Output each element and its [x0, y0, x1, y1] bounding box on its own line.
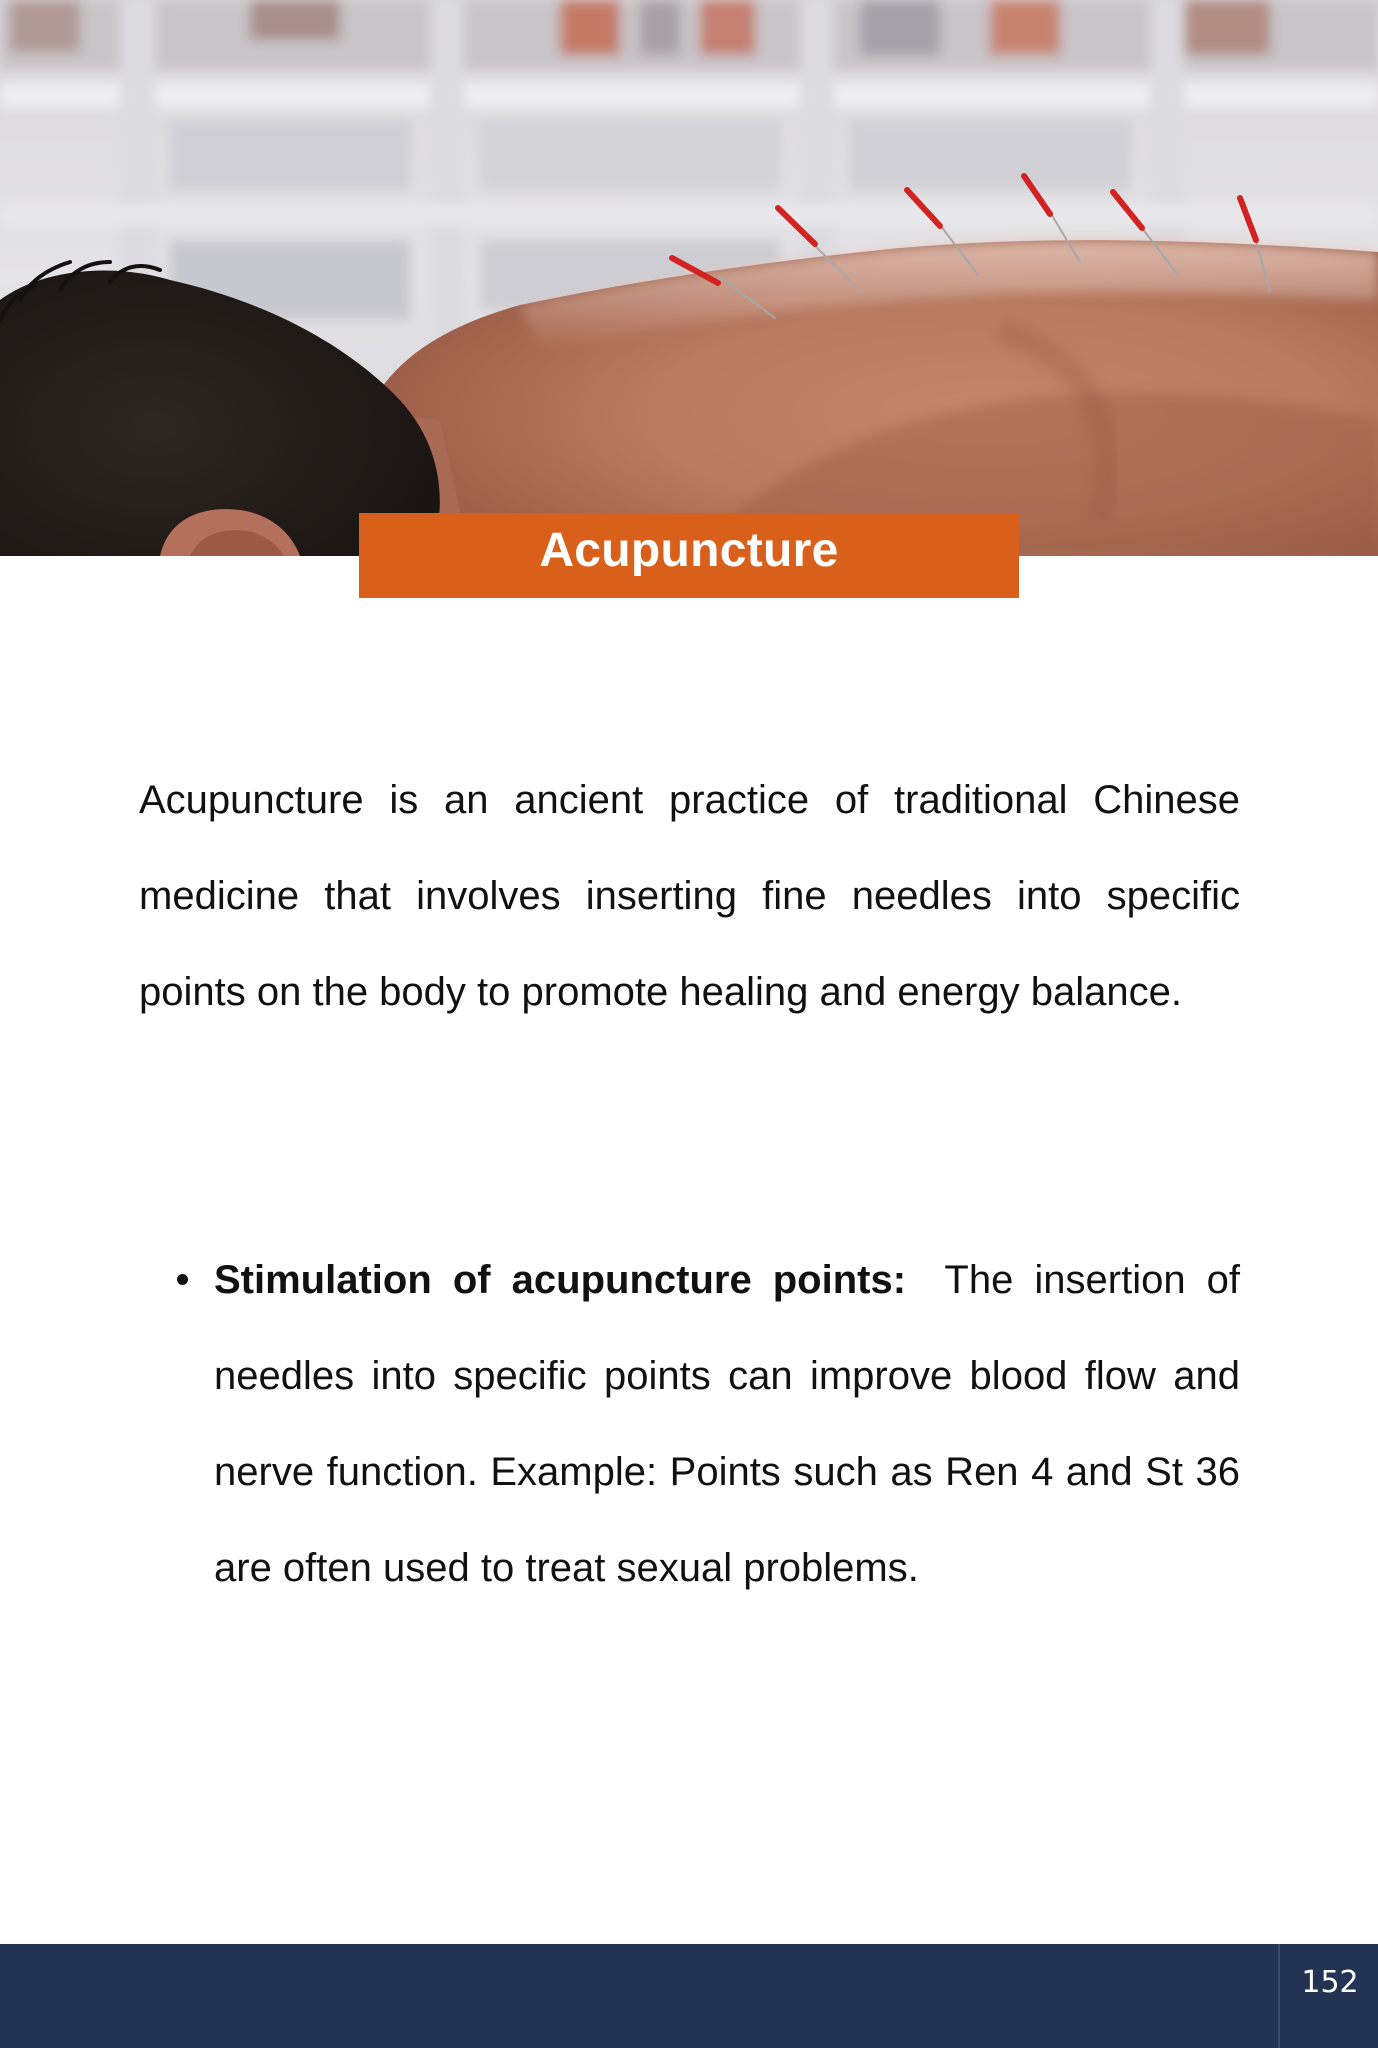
- bullet-list: [139, 1232, 1240, 1616]
- intro-paragraph: Acupuncture is an ancient practice of traditional Chinese medicine that involves inserting fine needles into specific points on the body to promote healing and energy balance.: [139, 778, 1240, 1014]
- footer-divider: [1278, 1944, 1280, 2048]
- bullet-dot-icon: [177, 1274, 188, 1285]
- list-item: [139, 1232, 1240, 1616]
- page-number: 152: [1301, 1964, 1359, 2000]
- title-banner: [359, 513, 1019, 598]
- hero-image: [0, 0, 1378, 556]
- footer-bar: [0, 1944, 1378, 2048]
- bullet-term: Stimulation of acupuncture points:: [214, 1258, 907, 1302]
- page-title: Acupuncture: [539, 524, 839, 577]
- bullet-text: The insertion of needles into specific points can improve blood flow and nerve function. Example: Points such as Ren 4 and St 36 are often used to treat sexual problems.: [214, 1258, 1241, 1590]
